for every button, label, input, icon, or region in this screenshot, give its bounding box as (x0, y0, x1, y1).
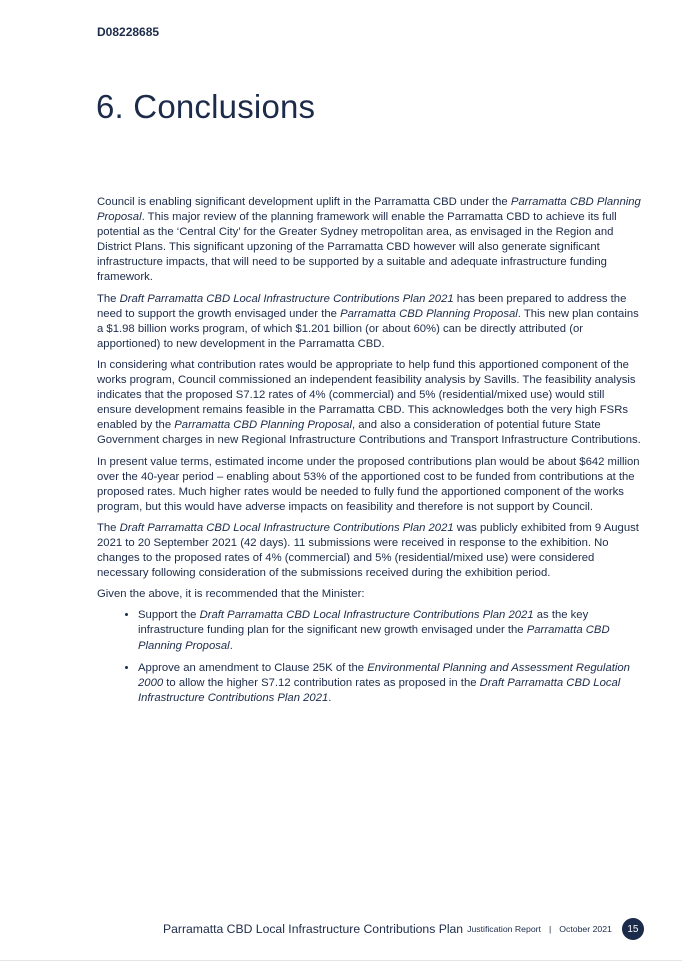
italic-title: Draft Parramatta CBD Local Infrastructure Contributions Plan 2021 (119, 292, 454, 305)
text-run: . This major review of the planning framework will enable the Parramatta CBD to achieve its full potential as the ‘Central City’ for the Greater Sydney metropolitan area, as envisaged in the Region and District Plans. This significant upzoning of the Parramatta CBD however will also generate significant infrastructure impacts, that will need to be supported by a suitable and adequate infrastructure funding framework. (97, 211, 617, 284)
page-footer (163, 918, 644, 940)
text-run: In present value terms, estimated income under the proposed contributions plan would be about $642 million over the 40-year period – enabling about 53% of the apportioned cost to be funded from contributions at the proposed rates. Much higher rates would be needed to fully fund the apportioned component of the works program, but this would have adverse impacts on feasibility and therefore is not support by Council. (97, 455, 640, 513)
text-run: has been prepared to address the need to support the growth envisaged under the (97, 292, 627, 320)
italic-title: Parramatta CBD Planning Proposal (174, 419, 352, 432)
text-run: . (229, 639, 233, 652)
text-run: In considering what contribution rates would be appropriate to help fund this apportioned component of the works program, Council commissioned an independent feasibility analysis by Savills. The feasibility analysis indicates that the proposed S7.12 rates of 4% (commercial) and 5% (residential/mixed use) would still ensure development remains feasible in the Parramatta CBD. This acknowledges both the very high FSRs enabled by the (97, 358, 636, 432)
italic-title: Parramatta CBD Planning Proposal (97, 196, 641, 224)
italic-title: Draft Parramatta CBD Local Infrastructure Contributions Plan 2021 (138, 676, 621, 704)
text-run: Approve an amendment to Clause 25K of the (138, 661, 368, 674)
text-run: . (328, 691, 332, 704)
text-run: Given the above, it is recommended that the Minister: (97, 588, 365, 601)
italic-title: Parramatta CBD Planning Proposal (138, 624, 610, 652)
paragraph (97, 195, 642, 286)
text-run: as the key infrastructure funding plan for the significant new growth envisaged under the (138, 609, 589, 637)
italic-title: Draft Parramatta CBD Local Infrastructure Contributions Plan 2021 (119, 521, 454, 534)
paragraph (97, 521, 642, 581)
paragraph (97, 455, 642, 515)
document-id: D08228685 (97, 25, 160, 39)
body-content (97, 195, 642, 713)
italic-title: Draft Parramatta CBD Local Infrastructure Contributions Plan 2021 (199, 609, 534, 622)
paragraph (97, 292, 642, 352)
text-run: to allow the higher S7.12 contribution rates as proposed in the (163, 676, 480, 689)
text-run: , and also a consideration of potential future State Government charges in new Regional Infrastructure Contributions and Transport Infrastructure Contributions. (97, 419, 641, 447)
paragraph (97, 358, 642, 449)
footer-subtitle: Justification Report (467, 924, 541, 934)
text-run: . This new plan contains a $1.98 billion works program, of which $1.201 billion (or about 60%) can be directly attributed (or apportioned) to new development in the Parramatta CBD. (97, 307, 639, 350)
footer-title: Parramatta CBD Local Infrastructure Contributions Plan (163, 922, 464, 936)
footer-date: October 2021 (559, 924, 612, 934)
list-item (138, 608, 642, 653)
page-number-badge: 15 (622, 918, 644, 940)
paragraph (97, 587, 642, 602)
text-run: The (97, 292, 120, 305)
text-run: The (97, 521, 120, 534)
italic-title: Environmental Planning and Assessment Regulation 2000 (138, 661, 630, 689)
bottom-divider (0, 960, 682, 961)
page-heading: 6. Conclusions (96, 88, 316, 125)
text-run: Support the (138, 609, 200, 622)
list-item (138, 661, 642, 706)
text-run: Council is enabling significant development uplift in the Parramatta CBD under the (97, 196, 511, 208)
text-run: was publicly exhibited from 9 August 2021 to 20 September 2021 (42 days). 11 submissions were received in response to the exhibition. No changes to the proposed rates of 4% (commercial) and 5% (residential/mixed use) were considered necessary following consideration of the submissions received during the exhibition period. (97, 521, 639, 580)
italic-title: Parramatta CBD Planning Proposal (340, 307, 518, 320)
recommendation-list (97, 608, 642, 706)
footer-separator: | (548, 924, 552, 934)
